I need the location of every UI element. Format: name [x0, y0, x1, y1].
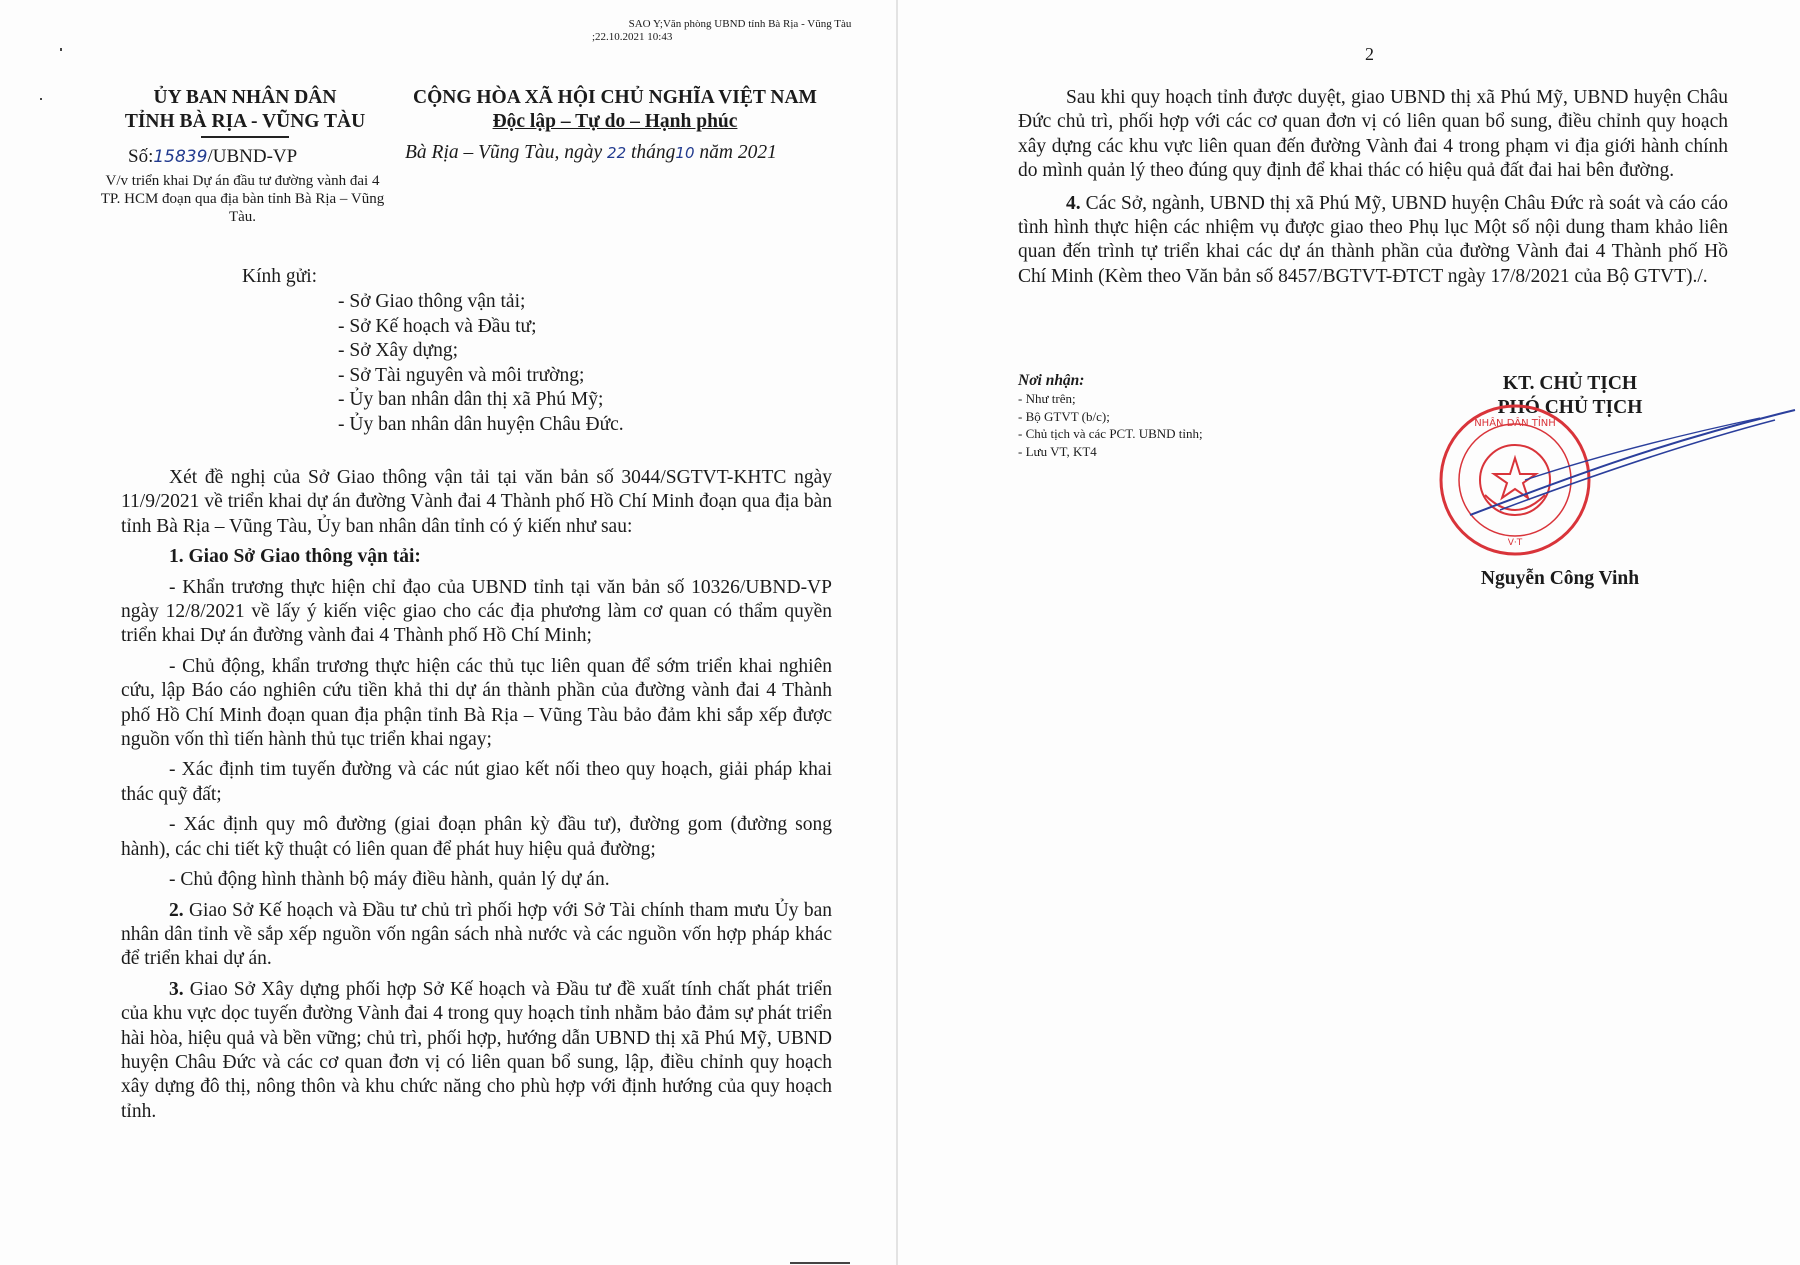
- seal-and-signature: [1430, 400, 1800, 570]
- distribution-list: [1018, 390, 1203, 460]
- section1-item: - Chủ động, khẩn trương thực hiện các thủ tục liên quan để sớm triển khai nghiên cứu, lập Báo cáo nghiên cứu tiền khả thi dự án thành phần của đường vành đai 4 Thành phố Hồ Chí Minh đoạn quan địa phận tỉnh Bà Rịa – Vũng Tàu bảo đảm khi sắp xếp được nguồn vốn thì tiến hành thủ tục triển khai ngay;: [121, 655, 832, 751]
- copy-stamp: [590, 18, 890, 44]
- recipient-item: - Sở Giao thông vận tải;: [338, 291, 526, 312]
- svg-text:NHÂN DÂN TỈNH: NHÂN DÂN TỈNH: [1474, 418, 1556, 429]
- section1-item: - Khẩn trương thực hiện chỉ đạo của UBND tỉnh tại văn bản số 10326/UBND-VP ngày 12/8/2021 về lấy ý kiến việc giao cho các địa phương làm cơ quan có thẩm quyền triển khai Dự án đường vành đai 4 Thành phố Hồ Chí Minh;: [121, 576, 832, 647]
- document-number: [128, 146, 297, 168]
- recipient-item: - Sở Xây dựng;: [338, 340, 458, 361]
- page2-paragraph: Sau khi quy hoạch tỉnh được duyệt, giao UBND thị xã Phú Mỹ, UBND huyện Châu Đức chủ trì, phối hợp với các cơ quan đơn vị có liên quan bổ sung, điều chỉnh quy hoạch xây dựng các khu vực liên quan đến đường Vành đai 4 trong phạm vi địa giới hành chính do mình quản lý theo đúng quy định để khai thác có hiệu quả đất đai hai bên đường.: [1018, 87, 1728, 182]
- date-prefix: Bà Rịa – Vũng Tàu, ngày: [405, 142, 603, 163]
- recipients-label: Kính gửi:: [242, 266, 318, 287]
- section3-paragraph: [121, 978, 832, 1124]
- date-day-handwritten: 22: [607, 144, 627, 162]
- section1-item: - Xác định quy mô đường (giai đoạn phân kỳ đầu tư), đường gom (đường song hành), các chi tiết kỹ thuật có liên quan để phát huy hiệu quả đường;: [121, 814, 832, 860]
- scan-edge-mark: [790, 1262, 850, 1264]
- distribution-item: - Như trên;: [1018, 391, 1076, 406]
- agency-underline: [201, 136, 289, 138]
- date-month-handwritten: 10: [675, 144, 695, 162]
- section1-title: 1. Giao Sở Giao thông vận tải:: [169, 546, 421, 568]
- section3-text: Giao Sở Xây dựng phối hợp Sở Kế hoạch và Đầu tư đề xuất tính chất phát triển của khu vực dọc tuyến đường Vành đai 4 trong quy hoạch tỉnh nhằm bảo đảm sự phát triển hài hòa, hiệu quả và bền vững; chủ trì, phối hợp, hướng dẫn UBND thị xã Phú Mỹ, UBND huyện Châu Đức và các cơ quan đơn vị có liên quan bổ sung, lập, điều chỉnh quy hoạch xây dựng đô thị, nông thôn và khu chức năng cho phù hợp với định hướng của quy hoạch tỉnh.: [121, 978, 832, 1122]
- section4-number: 4.: [1066, 192, 1081, 214]
- agency-line1: ỦY BAN NHÂN DÂN: [153, 87, 337, 108]
- doc-no-handwritten: 15839: [153, 147, 208, 167]
- body-page2: [1018, 86, 1728, 289]
- svg-text:V·T: V·T: [1507, 538, 1523, 548]
- sign-title-line2: PHÓ CHỦ TỊCH: [1497, 397, 1643, 418]
- section3-number: 3.: [169, 978, 184, 1000]
- signer-name: Nguyễn Công Vinh: [1480, 568, 1640, 589]
- distribution-label: Nơi nhận:: [1018, 372, 1085, 389]
- copy-stamp-line1: SAO Y;Văn phòng UBND tỉnh Bà Rịa - Vũng Tàu: [628, 18, 852, 30]
- recipient-item: - Ủy ban nhân dân huyện Châu Đức.: [338, 413, 624, 435]
- scan-speck: [60, 48, 62, 51]
- sign-title-line1: KT. CHỦ TỊCH: [1502, 373, 1638, 394]
- page-number: 2: [1365, 44, 1374, 64]
- distribution-item: - Lưu VT, KT4: [1018, 443, 1097, 459]
- section1-item: - Chủ động hình thành bộ máy điều hành, quản lý dự án.: [169, 869, 610, 891]
- section4-paragraph: [1018, 192, 1728, 290]
- section2-number: 2.: [169, 899, 184, 921]
- nation-motto: Độc lập – Tự do – Hạnh phúc: [492, 111, 738, 132]
- recipient-item: - Sở Kế hoạch và Đầu tư;: [338, 315, 537, 337]
- doc-no-suffix: /UBND-VP: [207, 146, 298, 167]
- issuing-agency: [110, 86, 380, 138]
- section1-item: - Xác định tim tuyến đường và các nút giao kết nối theo quy hoạch, giải pháp khai thác quỹ đất;: [121, 759, 832, 805]
- subject-line: V/v triển khai Dự án đầu tư đường vành đai 4 TP. HCM đoạn qua địa bàn tỉnh Bà Rịa – Vũng Tàu.: [100, 173, 385, 225]
- doc-no-prefix: Số:: [128, 146, 154, 167]
- issue-date: [405, 142, 777, 164]
- body-page1: [121, 466, 832, 1124]
- section4-text: Các Sở, ngành, UBND thị xã Phú Mỹ, UBND huyện Châu Đức rà soát và cáo cáo tình hình thực hiện các nhiệm vụ được giao theo Phụ lục Một số nội dung tham khảo liên quan đến trình tự triển khai các dự án thành phần của đường Vành đai 4 Thành phố Hồ Chí Minh (Kèm theo Văn bản số 8457/BGTVT-ĐTCT ngày 17/8/2021 của Bộ GTVT)./.: [1018, 192, 1728, 287]
- section2-text: Giao Sở Kế hoạch và Đầu tư chủ trì phối hợp với Sở Tài chính tham mưu Ủy ban nhân dân tỉnh về sắp xếp nguồn vốn ngân sách nhà nước và các nguồn vốn hợp pháp khác để triển khai dự án.: [121, 899, 832, 970]
- scan-speck: [40, 98, 42, 100]
- distribution-item: - Bộ GTVT (b/c);: [1018, 408, 1110, 424]
- copy-stamp-line2: ;22.10.2021 10:43: [592, 31, 673, 43]
- date-suffix: năm 2021: [699, 142, 777, 163]
- national-heading: [385, 86, 845, 134]
- date-mid: tháng: [631, 142, 676, 163]
- recipient-item: - Ủy ban nhân dân thị xã Phú Mỹ;: [338, 389, 604, 410]
- distribution-block: [1018, 372, 1203, 460]
- page-divider: [896, 0, 898, 1265]
- distribution-item: - Chủ tịch và các PCT. UBND tỉnh;: [1018, 426, 1203, 441]
- nation-line1: CỘNG HÒA XÃ HỘI CHỦ NGHĨA VIỆT NAM: [413, 87, 817, 108]
- agency-line2: TỈNH BÀ RỊA - VŨNG TÀU: [124, 111, 366, 132]
- intro-paragraph: Xét đề nghị của Sở Giao thông vận tải tại văn bản số 3044/SGTVT-KHTC ngày 11/9/2021 về triển khai dự án đường Vành đai 4 Thành phố Hồ Chí Minh đoạn qua địa bàn tỉnh Bà Rịa – Vũng Tàu, Ủy ban nhân dân tỉnh có ý kiến như sau:: [121, 467, 832, 537]
- section2-paragraph: [121, 899, 832, 972]
- recipient-item: - Sở Tài nguyên và môi trường;: [338, 364, 585, 386]
- recipients-list: [338, 290, 624, 437]
